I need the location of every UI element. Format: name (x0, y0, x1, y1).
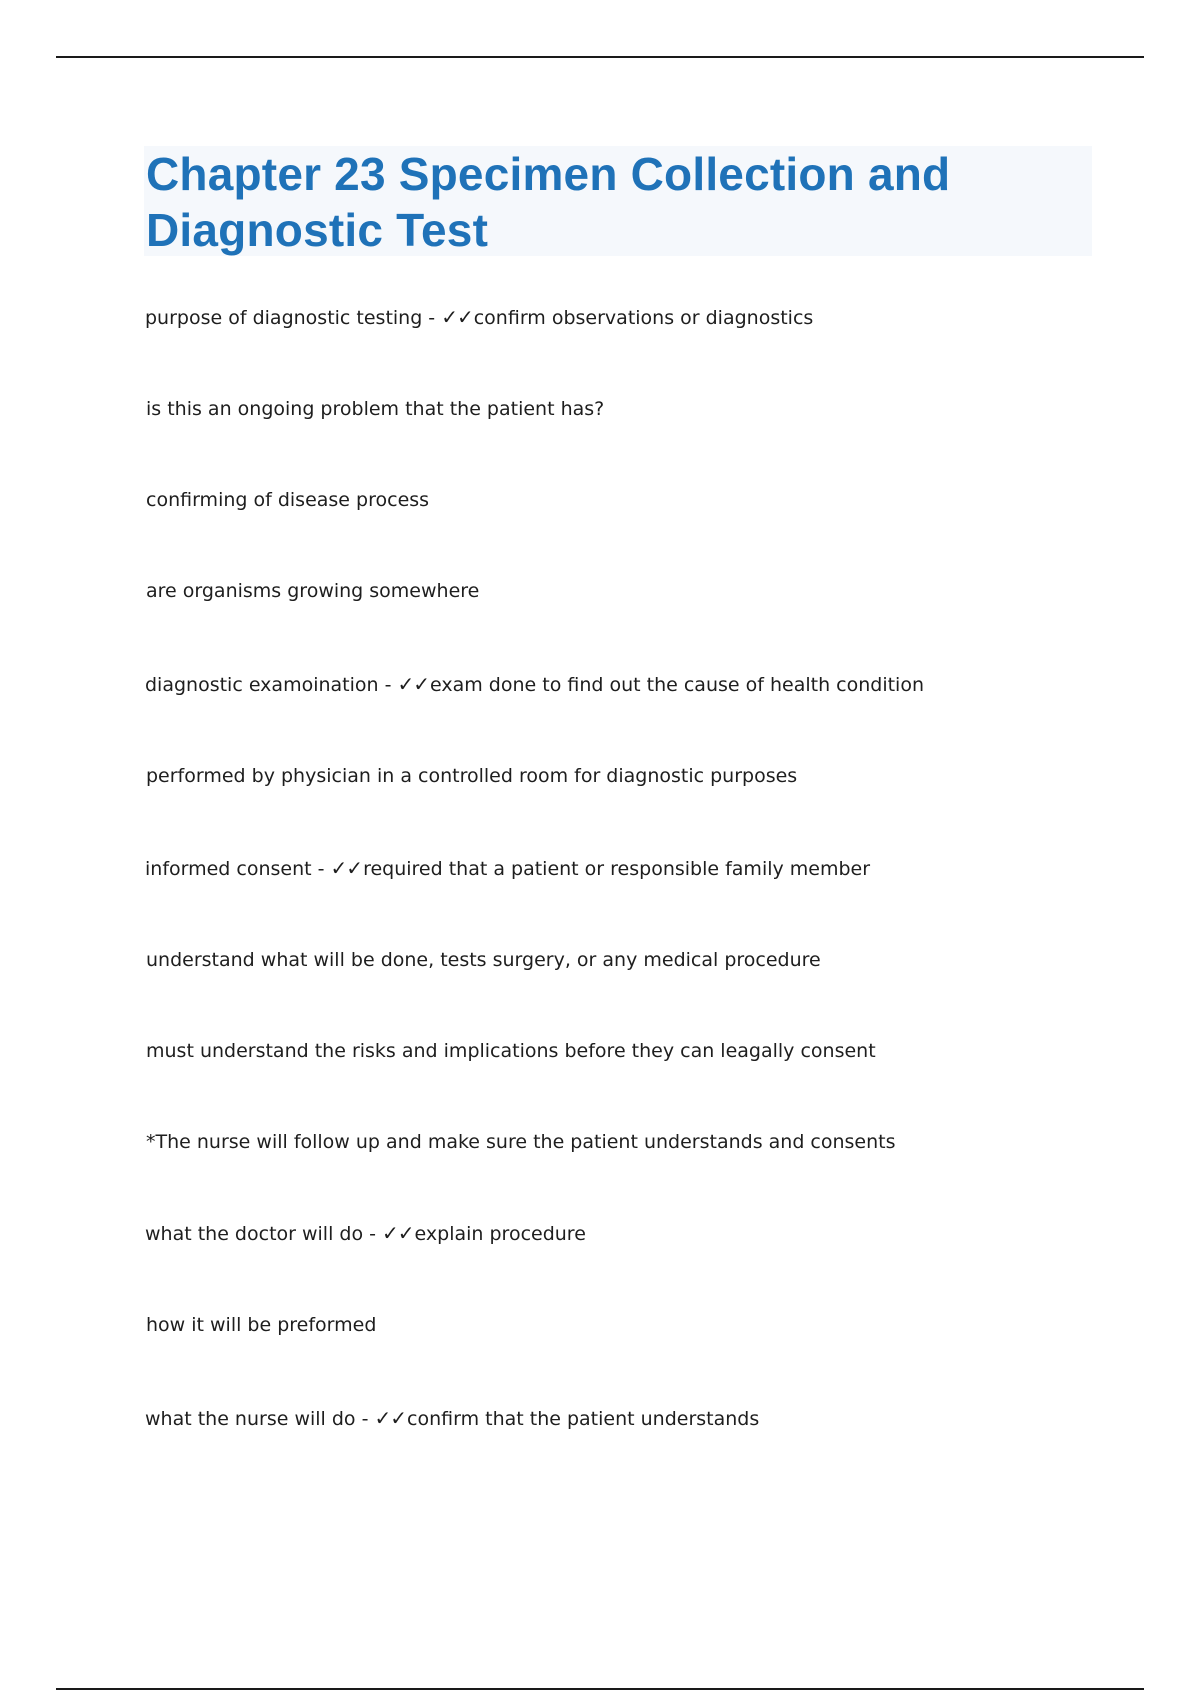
line-text: confirm observations or diagnostics (473, 307, 814, 329)
line-term: purpose of diagnostic testing - (145, 307, 442, 329)
line-item (145, 305, 813, 330)
check-mark-icon: ✓✓ (374, 1406, 407, 1430)
line-item (145, 672, 924, 697)
line-item (145, 487, 429, 512)
check-mark-icon: ✓✓ (441, 305, 473, 329)
check-mark-icon: ✓✓ (382, 1221, 414, 1245)
line-text: is this an ongoing problem that the patient has? (146, 398, 605, 420)
line-item (145, 856, 870, 881)
line-item (145, 1221, 586, 1246)
line-item (145, 396, 604, 421)
line-text: confirming of disease process (146, 489, 430, 511)
line-text: performed by physician in a controlled room for diagnostic purposes (146, 765, 798, 787)
check-mark-icon: ✓✓ (397, 672, 430, 696)
line-item (145, 1038, 876, 1063)
line-term: informed consent - (145, 858, 331, 880)
bottom-rule (56, 1688, 1144, 1690)
line-item (145, 1129, 896, 1154)
line-text: understand what will be done, tests surgery, or any medical procedure (146, 949, 821, 971)
line-text: must understand the risks and implications before they can leagally consent (146, 1040, 876, 1062)
line-text: are organisms growing somewhere (146, 580, 480, 602)
line-term: what the doctor will do - (145, 1223, 383, 1245)
line-item (145, 578, 479, 603)
check-mark-icon: ✓✓ (330, 856, 363, 880)
line-term: what the nurse will do - (145, 1408, 375, 1430)
line-term: diagnostic examoination - (145, 674, 398, 696)
line-text: how it will be preformed (146, 1314, 377, 1336)
line-item (145, 1406, 759, 1431)
line-item (145, 1312, 376, 1337)
line-item (145, 947, 821, 972)
line-text: confirm that the patient understands (407, 1408, 760, 1430)
line-item (145, 763, 797, 788)
title-block (144, 146, 1092, 256)
line-text: required that a patient or responsible family member (363, 858, 871, 880)
line-text: explain procedure (414, 1223, 586, 1245)
line-text: *The nurse will follow up and make sure the patient understands and consents (146, 1131, 896, 1153)
line-text: exam done to find out the cause of health condition (430, 674, 925, 696)
top-rule (56, 56, 1144, 58)
document-title: Chapter 23 Specimen Collection and Diagnostic Test (146, 148, 951, 256)
